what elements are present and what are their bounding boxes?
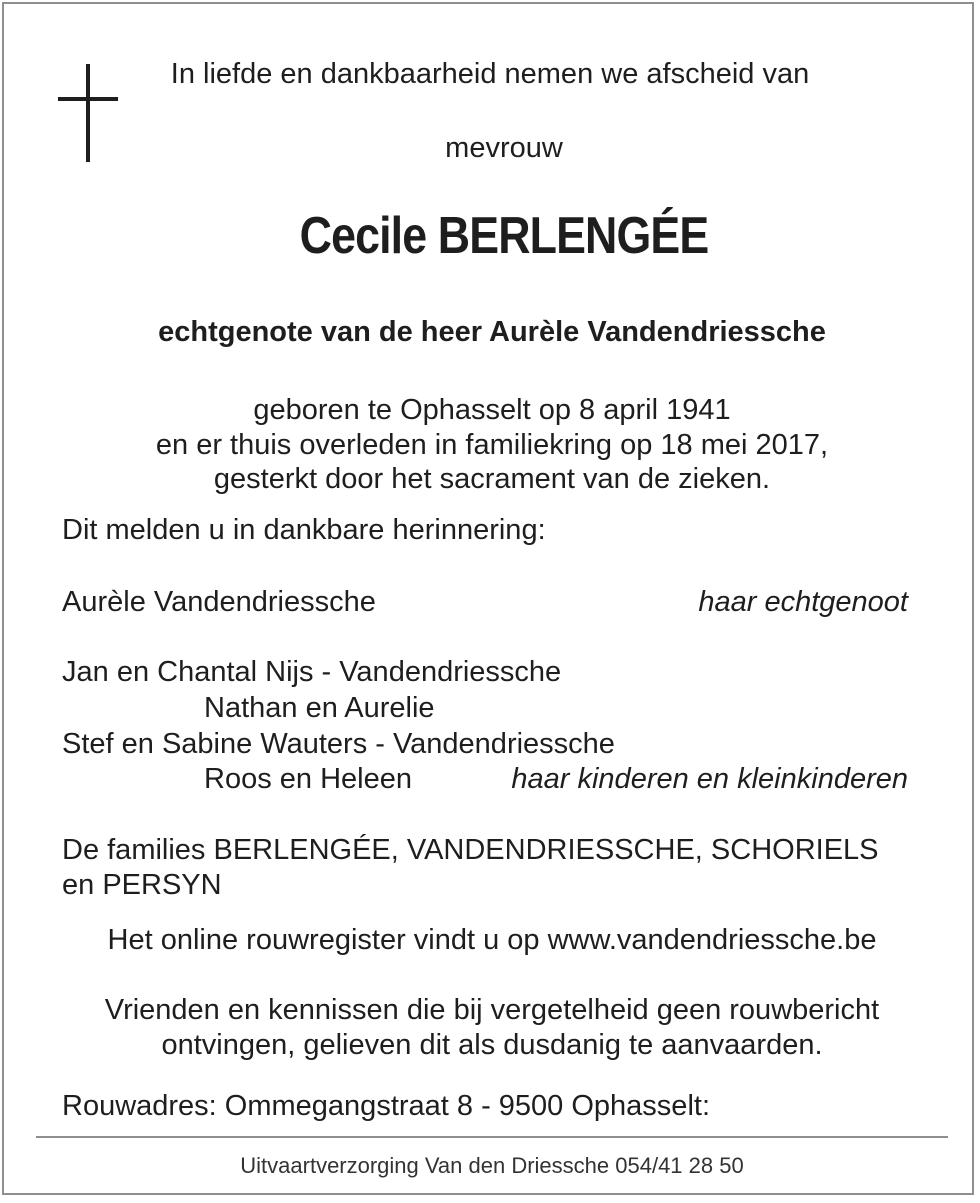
family-line-4: Roos en Heleen	[204, 763, 412, 795]
husband-name: Aurèle Vandendriessche	[62, 586, 376, 618]
intro-text: In liefde en dankbaarheid nemen we afscheid van	[170, 58, 810, 90]
announcement-line: Dit melden u in dankbare herinnering:	[62, 514, 546, 546]
children-role: haar kinderen en kleinkinderen	[511, 763, 908, 795]
sacrament-line: gesterkt door het sacrament van de zieken.	[213, 463, 771, 495]
family-line-3: Stef en Sabine Wauters - Vandendriessche	[62, 728, 615, 760]
online-register-line: Het online rouwregister vindt u op www.vandendriessche.be	[107, 924, 877, 956]
cross-horizontal-bar	[58, 97, 118, 101]
families-line-1: De families BERLENGÉE, VANDENDRIESSCHE, SCHORIELS	[62, 834, 879, 866]
family-line-2: Nathan en Aurelie	[204, 692, 435, 724]
funeral-home-footer: Uitvaartverzorging Van den Driessche 054/41 28 50	[240, 1153, 744, 1178]
family-line-1: Jan en Chantal Nijs - Vandendriessche	[62, 656, 562, 688]
families-line-2: en PERSYN	[62, 869, 222, 901]
spouse-line: echtgenote van de heer Aurèle Vandendriessche	[158, 316, 826, 348]
obituary-card	[2, 2, 974, 1195]
salutation: mevrouw	[445, 132, 563, 164]
husband-role: haar echtgenoot	[698, 586, 908, 618]
friends-line-2: ontvingen, gelieven dit als dusdanig te aanvaarden.	[161, 1029, 823, 1061]
friends-line-1: Vrienden en kennissen die bij vergetelheid geen rouwbericht	[104, 994, 880, 1026]
footer-divider	[36, 1136, 948, 1138]
birth-line: geboren te Ophasselt op 8 april 1941	[253, 394, 731, 426]
address-line: Rouwadres: Ommegangstraat 8 - 9500 Ophasselt:	[62, 1090, 710, 1122]
death-line: en er thuis overleden in familiekring op 18 mei 2017,	[155, 429, 829, 461]
deceased-name: Cecile BERLENGÉE	[299, 207, 709, 265]
